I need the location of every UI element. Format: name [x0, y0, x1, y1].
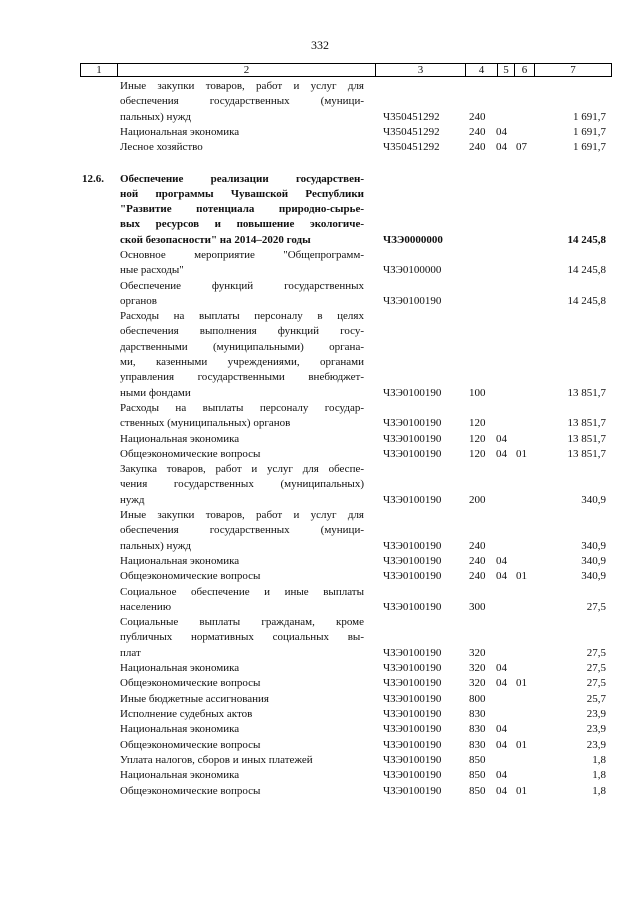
expense-type-code: 200 [469, 493, 486, 506]
target-article-code: ЧЗЭ0100190 [383, 447, 442, 460]
description-line: Исполнение судебных актов [120, 708, 253, 720]
row-values [0, 784, 640, 799]
target-article-code: ЧЗЭ0100190 [383, 417, 442, 430]
amount-value: 1,8 [592, 769, 606, 782]
section-code: 04 [496, 447, 507, 460]
row-values [0, 753, 640, 768]
expense-type-code: 800 [469, 692, 486, 705]
expense-type-code: 240 [469, 570, 486, 583]
table-row [0, 784, 640, 799]
amount-value: 13 851,7 [567, 432, 606, 445]
expense-type-code: 240 [469, 539, 486, 552]
description-line: Национальная экономика [120, 432, 240, 445]
description-line: Закупка товаров, работ и услуг для обеспе- [120, 463, 364, 476]
expense-type-code: 120 [469, 447, 486, 460]
target-article-code: ЧЗЭ0100190 [383, 738, 442, 751]
description-line: обеспечения государственных (муници- [120, 524, 364, 537]
description-line: плат [120, 646, 141, 659]
section-code: 04 [496, 570, 507, 583]
target-article-code: ЧЗЭ0000000 [383, 233, 443, 246]
target-article-code: ЧЗЭ0100000 [383, 264, 442, 277]
table-row [0, 692, 640, 707]
description-line: Общеэкономические вопросы [120, 784, 261, 797]
subsection-code: 07 [516, 141, 527, 154]
description-line: пальных) нужд [120, 110, 192, 123]
page-number: 332 [311, 38, 329, 52]
target-article-code: ЧЗЭ0100190 [383, 432, 442, 445]
expense-type-code: 240 [469, 141, 486, 154]
row-values [0, 707, 640, 722]
table-row [0, 722, 640, 737]
description-line: Расходы на выплаты персоналу в целях [120, 310, 364, 323]
row-values [0, 386, 640, 401]
description-line: органов [120, 294, 157, 307]
expense-type-code: 830 [469, 708, 486, 720]
row-values [0, 110, 640, 125]
description-line: вых ресурсов и повышение экологиче- [120, 218, 364, 231]
description-line: нужд [120, 493, 145, 506]
row-values [0, 692, 640, 707]
description-line: Национальная экономика [120, 555, 240, 567]
target-article-code: Ч350451292 [383, 141, 440, 154]
amount-value: 27,5 [586, 662, 606, 675]
amount-value: 25,7 [586, 692, 606, 705]
description-line: обеспечения государственных (муници- [120, 95, 364, 108]
target-article-code: Ч350451292 [383, 110, 440, 123]
expense-type-code: 850 [469, 753, 486, 766]
section-code: 04 [496, 125, 507, 138]
header-col-4: 4 [465, 64, 497, 76]
section-code: 04 [496, 141, 507, 154]
description-line: Иные закупки товаров, работ и услуг для [120, 80, 364, 92]
amount-value: 27,5 [586, 646, 606, 659]
description-line: дарственными (муниципальными) органа- [120, 340, 364, 353]
table-row [0, 508, 640, 554]
table-row [0, 140, 640, 155]
row-values [0, 432, 640, 447]
header-col-2: 2 [117, 64, 375, 76]
table-row [0, 753, 640, 768]
amount-value: 1 691,7 [573, 125, 606, 138]
target-article-code: ЧЗЭ0100190 [383, 570, 442, 583]
target-article-code: ЧЗЭ0100190 [383, 677, 442, 690]
row-values [0, 646, 640, 661]
expense-type-code: 320 [469, 662, 486, 675]
table-row [0, 248, 640, 279]
description-line: ской безопасности" на 2014–2020 годы [120, 233, 311, 246]
row-values [0, 554, 640, 569]
amount-value: 1,8 [592, 784, 606, 797]
amount-value: 23,9 [586, 723, 606, 736]
row-values [0, 676, 640, 691]
row-values [0, 233, 640, 248]
description-line: населению [120, 600, 172, 613]
target-article-code: ЧЗЭ0100190 [383, 493, 442, 506]
amount-value: 23,9 [586, 738, 606, 751]
row-values [0, 140, 640, 155]
target-article-code: ЧЗЭ0100190 [383, 769, 442, 782]
section-code: 04 [496, 723, 507, 736]
expense-type-code: 240 [469, 555, 486, 567]
section-code: 04 [496, 662, 507, 675]
description-line: Иные закупки товаров, работ и услуг для [120, 509, 364, 522]
table-row [0, 615, 640, 661]
description-line: Лесное хозяйство [120, 141, 203, 154]
expense-type-code: 850 [469, 769, 486, 782]
description-line: управления государственными внебюджет- [120, 371, 364, 384]
amount-value: 27,5 [586, 677, 606, 690]
table-row [0, 676, 640, 691]
amount-value: 340,9 [581, 539, 606, 552]
description-line: "Развитие потенциала природно-сырье- [120, 203, 364, 216]
description-line: Национальная экономика [120, 723, 240, 736]
row-values [0, 125, 640, 140]
description-line: Общеэкономические вопросы [120, 677, 261, 690]
description-line: публичных нормативных социальных вы- [120, 631, 364, 644]
amount-value: 340,9 [581, 570, 606, 583]
section-code: 04 [496, 432, 507, 445]
subsection-code: 01 [516, 447, 527, 460]
target-article-code: ЧЗЭ0100190 [383, 555, 442, 567]
description-line: пальных) нужд [120, 539, 192, 552]
description-line: чения государственных (муниципальных) [120, 478, 364, 491]
description-line: Национальная экономика [120, 125, 240, 138]
amount-value: 14 245,8 [567, 294, 606, 307]
header-col-6: 6 [514, 64, 534, 76]
expense-type-code: 240 [469, 110, 486, 123]
expense-type-code: 320 [469, 646, 486, 659]
header-col-1: 1 [96, 64, 102, 76]
target-article-code: ЧЗЭ0100190 [383, 723, 442, 736]
table-row [0, 309, 640, 401]
row-values [0, 416, 640, 431]
amount-value: 340,9 [581, 493, 606, 506]
row-values [0, 569, 640, 584]
target-article-code: ЧЗЭ0100190 [383, 662, 442, 675]
target-article-code: ЧЗЭ0100190 [383, 646, 442, 659]
subsection-code: 01 [516, 738, 527, 751]
subsection-code: 01 [516, 570, 527, 583]
description-line: Социальное обеспечение и иные выплаты [120, 585, 364, 598]
row-values [0, 722, 640, 737]
expense-type-code: 320 [469, 677, 486, 690]
row-values [0, 263, 640, 278]
description-line: Национальная экономика [120, 769, 240, 782]
table-row [0, 79, 640, 125]
section-code: 04 [496, 555, 507, 567]
description-line: Расходы на выплаты персоналу государ- [120, 402, 364, 414]
subsection-code: 01 [516, 677, 527, 690]
table-row [0, 569, 640, 584]
amount-value: 13 851,7 [567, 447, 606, 460]
amount-value: 13 851,7 [567, 386, 606, 399]
amount-value: 14 245,8 [567, 233, 606, 246]
table-row [0, 707, 640, 722]
row-values [0, 738, 640, 753]
description-line: ственных (муниципальных) органов [120, 417, 291, 430]
table-row [0, 768, 640, 783]
header-col-3: 3 [375, 64, 465, 76]
expense-type-code: 120 [469, 432, 486, 445]
expense-type-code: 100 [469, 386, 486, 399]
table-row [0, 447, 640, 462]
row-number: 12.6. [82, 172, 104, 185]
description-line: Общеэкономические вопросы [120, 570, 261, 583]
row-values [0, 447, 640, 462]
expense-type-code: 830 [469, 723, 486, 736]
description-line: Общеэкономические вопросы [120, 447, 261, 460]
table-row [0, 401, 640, 432]
description-line: ными фондами [120, 386, 191, 399]
expense-type-code: 300 [469, 600, 486, 613]
target-article-code: ЧЗЭ0100190 [383, 708, 442, 720]
expense-type-code: 830 [469, 738, 486, 751]
target-article-code: ЧЗЭ0100190 [383, 386, 442, 399]
section-code: 04 [496, 738, 507, 751]
description-line: Уплата налогов, сборов и иных платежей [120, 753, 313, 766]
section-code: 04 [496, 769, 507, 782]
description-line: Национальная экономика [120, 662, 240, 675]
header-col-5: 5 [497, 64, 514, 76]
amount-value: 1,8 [592, 753, 606, 766]
table-row [0, 738, 640, 753]
amount-value: 23,9 [586, 708, 606, 720]
target-article-code: ЧЗЭ0100190 [383, 600, 442, 613]
description-line: Обеспечение функций государственных [120, 279, 364, 292]
target-article-code: ЧЗЭ0100190 [383, 692, 442, 705]
row-values [0, 493, 640, 508]
description-line: Обеспечение реализации государствен- [120, 172, 364, 185]
expense-type-code: 240 [469, 125, 486, 138]
subsection-code: 01 [516, 784, 527, 797]
table-header [80, 63, 612, 77]
expense-type-code: 120 [469, 417, 486, 430]
table-row [0, 462, 640, 508]
row-values [0, 661, 640, 676]
table-row [0, 172, 640, 249]
section-code: 04 [496, 784, 507, 797]
description-line: обеспечения выполнения функций госу- [120, 325, 364, 338]
description-line: ми, казенными учреждениями, органами [120, 356, 364, 369]
amount-value: 340,9 [581, 555, 606, 567]
target-article-code: Ч350451292 [383, 125, 440, 138]
description-line: Иные бюджетные ассигнования [120, 692, 269, 705]
description-line: Основное мероприятие "Общепрограмм- [120, 249, 364, 261]
description-line: Общеэкономические вопросы [120, 738, 261, 751]
section-code: 04 [496, 677, 507, 690]
table-row [0, 554, 640, 569]
target-article-code: ЧЗЭ0100190 [383, 294, 442, 307]
table-row [0, 125, 640, 140]
target-article-code: ЧЗЭ0100190 [383, 753, 442, 766]
row-values [0, 294, 640, 309]
row-values [0, 600, 640, 615]
amount-value: 13 851,7 [567, 417, 606, 430]
row-values [0, 539, 640, 554]
target-article-code: ЧЗЭ0100190 [383, 539, 442, 552]
header-col-7: 7 [534, 64, 611, 76]
table-row [0, 432, 640, 447]
row-values [0, 768, 640, 783]
amount-value: 27,5 [586, 600, 606, 613]
table-row [0, 585, 640, 616]
table-row [0, 279, 640, 310]
target-article-code: ЧЗЭ0100190 [383, 784, 442, 797]
description-line: ной программы Чувашской Республики [120, 187, 364, 200]
amount-value: 1 691,7 [573, 110, 606, 123]
expense-type-code: 850 [469, 784, 486, 797]
description-line: Социальные выплаты гражданам, кроме [120, 616, 364, 629]
amount-value: 1 691,7 [573, 141, 606, 154]
table-row [0, 661, 640, 676]
description-line: ные расходы" [120, 264, 184, 277]
amount-value: 14 245,8 [567, 264, 606, 277]
